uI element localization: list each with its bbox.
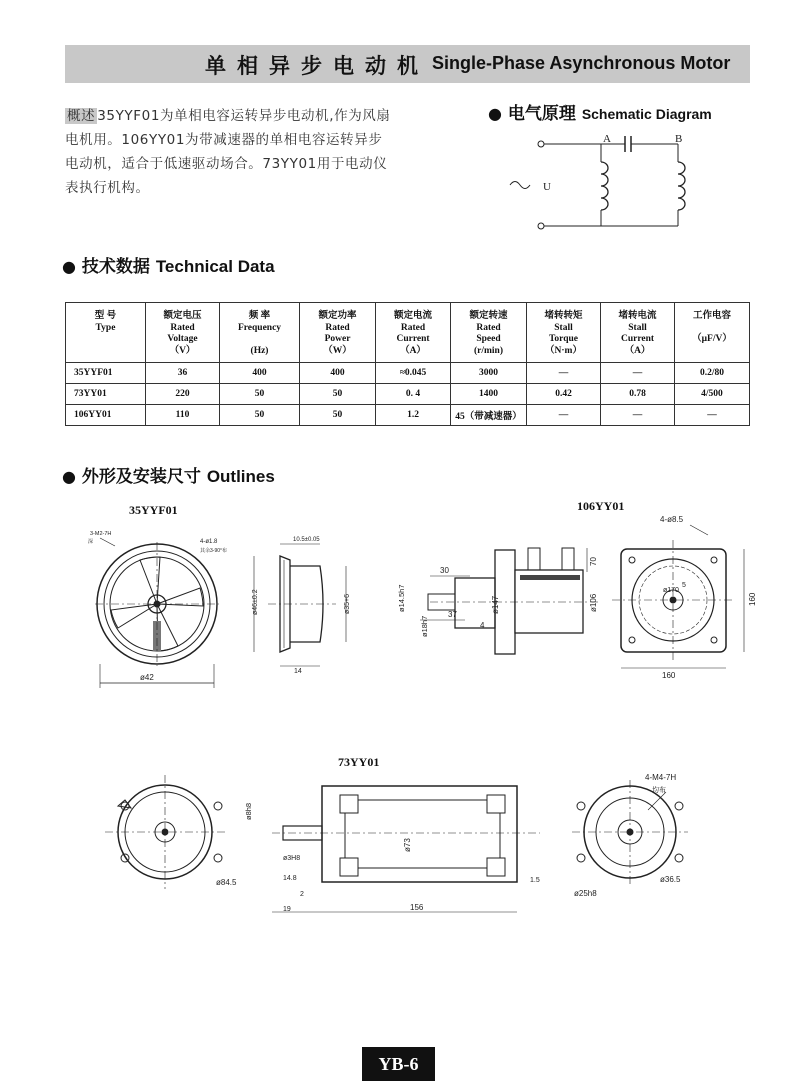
cell: 0. 4 <box>376 384 451 405</box>
intro-line-2: 电机用。106YY01为带减速器的单相电容运转异步 <box>65 132 383 148</box>
cell: — <box>675 405 750 426</box>
dim-106-147: ø147 <box>491 595 500 614</box>
cell: 50 <box>300 384 376 405</box>
dim-35-thread-note: 深 <box>88 539 94 545</box>
tech-title-cn: 技术数据 <box>81 257 150 277</box>
dim-106-70: 70 <box>589 557 598 566</box>
schematic-title-en: Schematic Diagram <box>581 106 712 122</box>
dim-35-holes-note: 其余3-90°布 <box>200 548 228 554</box>
cell: ≈0.045 <box>376 363 451 384</box>
header-power: 额定功率 Rated Power （W） <box>300 303 376 363</box>
dim-106-pilot: ø18h7 <box>420 615 429 637</box>
schematic-label-u: U <box>543 181 551 193</box>
dim-73-d8: ø8h8 <box>244 802 253 820</box>
cell: — <box>527 405 601 426</box>
cell: — <box>527 363 601 384</box>
dim-73-d73: ø73 <box>403 838 412 852</box>
cell: 50 <box>220 384 300 405</box>
cell: 0.78 <box>601 384 675 405</box>
drawing-label-35yyf01: 35YYF01 <box>129 503 178 517</box>
dim-73-d3: ø3H8 <box>283 855 301 862</box>
dim-35-top: 10.5±0.05 <box>293 537 320 543</box>
dim-106-4: 4 <box>480 621 485 630</box>
outlines-title-en: Outlines <box>206 467 275 486</box>
intro-line-3: 电动机，适合于低速驱动场合。73YY01用于电动仪 <box>65 156 388 172</box>
cell: 35YYF01 <box>66 363 146 384</box>
dim-35-len: 14 <box>294 668 302 675</box>
dim-35-flange: ø46±0.2 <box>252 589 259 615</box>
page-number: YB-6 <box>362 1047 435 1081</box>
cell: 0.42 <box>527 384 601 405</box>
intro-line-1: 35YYF01为单相电容运转异步电动机,作为风扇 <box>97 108 391 124</box>
dim-106-37: 37 <box>448 610 457 619</box>
dim-106-h160: 160 <box>748 592 757 606</box>
dim-73-d36: ø36.5 <box>660 875 681 884</box>
header-current: 额定电流 Rated Current （A） <box>376 303 451 363</box>
dim-106-106: ø106 <box>589 593 598 612</box>
cell: 4/500 <box>675 384 750 405</box>
cell: — <box>601 363 675 384</box>
header-frequency: 频 率 Frequency (Hz) <box>220 303 300 363</box>
cell: 36 <box>146 363 220 384</box>
cell: 1.2 <box>376 405 451 426</box>
cell: 106YY01 <box>66 405 146 426</box>
bullet-icon: ● <box>62 467 76 486</box>
dim-73-l156: 156 <box>410 903 424 912</box>
cell: 73YY01 <box>66 384 146 405</box>
dim-35-d42: ø42 <box>140 673 154 682</box>
outline-35yyf01 <box>88 531 351 688</box>
schematic-diagram <box>510 133 685 229</box>
dim-106-pcd: ø170 <box>663 587 679 594</box>
dim-35-holes: 4-ø1.8 <box>200 539 218 545</box>
dim-106-w160: 160 <box>662 671 676 680</box>
title-en: Single-Phase Asynchronous Motor <box>432 53 731 73</box>
dim-35-thread: 3-M2-7H <box>90 531 112 537</box>
dim-35-body: ø35+6 <box>344 593 351 614</box>
title-cn: 单相异步电动机 <box>205 54 429 78</box>
dim-106-30: 30 <box>440 566 449 575</box>
cell: 45（带减速器） <box>451 405 527 426</box>
cell: 110 <box>146 405 220 426</box>
header-speed: 额定转速 Rated Speed (r/min) <box>451 303 527 363</box>
drawing-label-106yy01: 106YY01 <box>577 499 625 513</box>
dim-73-l14: 14.8 <box>283 875 297 882</box>
dim-73-holes: 4-M4-7H <box>645 773 677 782</box>
dim-106-5: 5 <box>682 582 686 589</box>
cell: 220 <box>146 384 220 405</box>
header-stall-current: 堵转电流 Stall Current （A） <box>601 303 675 363</box>
dim-73-l19: 19 <box>283 906 291 913</box>
cell: 50 <box>300 405 376 426</box>
cell: 50 <box>220 405 300 426</box>
cell: 400 <box>300 363 376 384</box>
header-voltage: 额定电压 Rated Voltage （V） <box>146 303 220 363</box>
schematic-label-b: B <box>675 133 683 145</box>
intro-tag: 概述 <box>67 108 96 124</box>
bullet-icon: ● <box>488 104 502 123</box>
outline-73yy01 <box>105 773 688 913</box>
header-type: 型 号 Type <box>66 303 146 363</box>
outline-106yy01 <box>397 515 757 680</box>
cell: 0.2/80 <box>675 363 750 384</box>
bullet-icon: ● <box>62 257 76 276</box>
dim-73-holes-note: 均布 <box>652 787 666 794</box>
cell: — <box>601 405 675 426</box>
cell: 3000 <box>451 363 527 384</box>
cell: 400 <box>220 363 300 384</box>
header-capacitor: 工作电容 （μF/V） <box>675 303 750 363</box>
schematic-title-cn: 电气原理 <box>507 104 576 124</box>
dim-73-l15: 1.5 <box>530 877 540 884</box>
dim-106-shaft: ø14.5h7 <box>397 584 406 612</box>
drawing-label-73yy01: 73YY01 <box>338 755 380 769</box>
intro-line-4: 表执行机构。 <box>65 180 150 196</box>
schematic-label-a: A <box>603 133 611 145</box>
tech-title-en: Technical Data <box>155 257 275 276</box>
dim-106-holes: 4-ø8.5 <box>660 515 684 524</box>
dim-73-d84: ø84.5 <box>216 878 237 887</box>
dim-73-d25: ø25h8 <box>574 889 597 898</box>
cell: 1400 <box>451 384 527 405</box>
outlines-title-cn: 外形及安装尺寸 <box>81 467 201 487</box>
header-stall-torque: 堵转转矩 Stall Torque （N·m） <box>527 303 601 363</box>
dim-73-l2: 2 <box>300 891 304 898</box>
